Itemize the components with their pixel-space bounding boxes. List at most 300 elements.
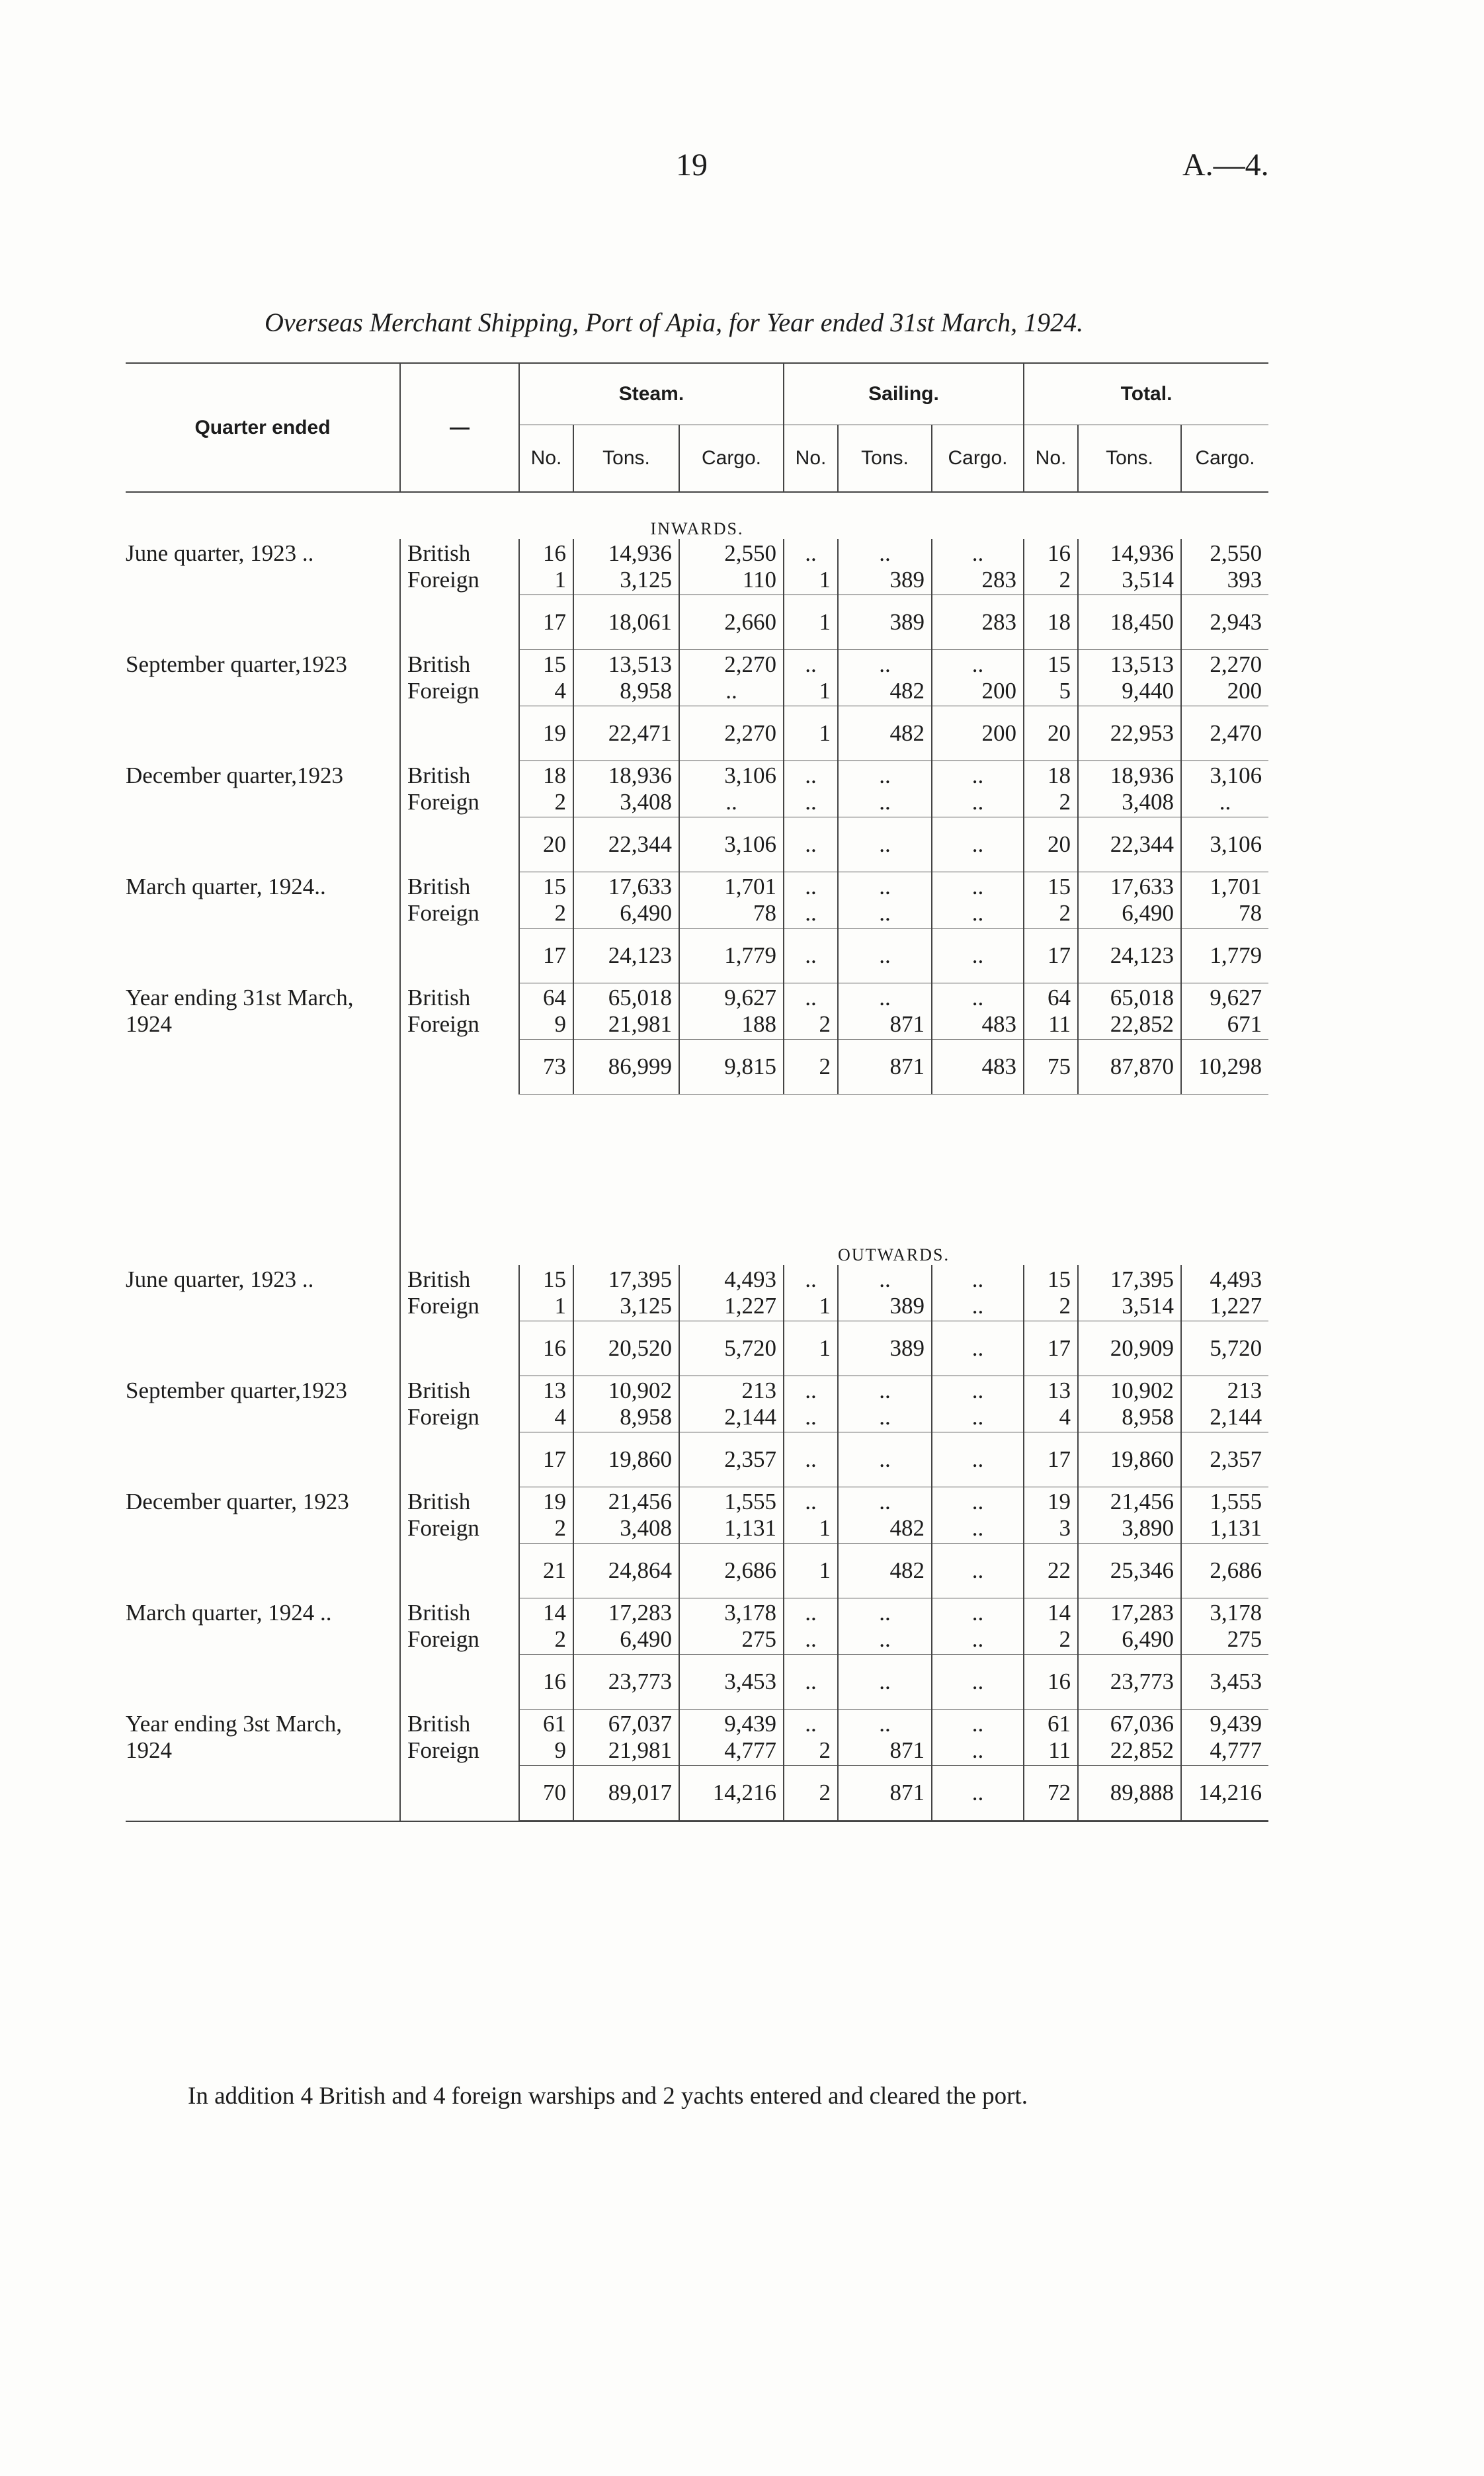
sailing-no-cell: 2 <box>784 1737 838 1766</box>
sailing-tons-total: .. <box>838 1432 932 1487</box>
blank-cell <box>400 595 519 650</box>
sailing-no-cell: 1 <box>784 678 838 706</box>
sailing-cargo-cell: .. <box>932 1293 1024 1321</box>
table-row <box>126 1487 1268 1515</box>
steam-tons-cell: 21,981 <box>573 1011 679 1040</box>
quarter-label: December quarter, 1923 <box>126 1489 349 1514</box>
total-cargo-cell: 275 <box>1181 1626 1268 1655</box>
section-gap <box>126 1094 1268 1219</box>
sailing-tons-total: .. <box>838 1655 932 1710</box>
sailing-tons-cell: 871 <box>838 1737 932 1766</box>
steam-cargo-cell: 4,493 <box>679 1265 784 1293</box>
steam-tons-total: 24,123 <box>573 928 679 983</box>
flag-label: Foreign <box>400 1293 519 1321</box>
steam-cargo-cell: 3,178 <box>679 1598 784 1626</box>
sailing-no-cell: .. <box>784 1710 838 1737</box>
quarter-label: September quarter,1923 <box>126 651 347 677</box>
steam-cargo-cell: 110 <box>679 567 784 595</box>
steam-tons-total: 22,471 <box>573 706 679 761</box>
blank-cell <box>400 1040 519 1094</box>
total-tons-cell: 67,036 <box>1078 1710 1181 1737</box>
total-no-cell: 2 <box>1024 1626 1078 1655</box>
total-tons-total: 89,888 <box>1078 1766 1181 1821</box>
steam-tons-cell: 8,958 <box>573 1404 679 1432</box>
steam-no-cell: 61 <box>519 1710 573 1737</box>
total-no-cell: 2 <box>1024 789 1078 817</box>
steam-cargo-cell: 4,777 <box>679 1737 784 1766</box>
total-tons-cell: 17,283 <box>1078 1598 1181 1626</box>
total-cargo-cell: 3,106 <box>1181 761 1268 789</box>
steam-cargo-total: 3,453 <box>679 1655 784 1710</box>
subtotal-row <box>126 928 1268 983</box>
flag-label: Foreign <box>400 1011 519 1040</box>
table-row <box>126 761 1268 789</box>
sailing-no-header: No. <box>784 425 838 493</box>
steam-no-cell: 1 <box>519 1293 573 1321</box>
steam-no-cell: 2 <box>519 789 573 817</box>
total-tons-cell: 9,440 <box>1078 678 1181 706</box>
outwards-label: OUTWARDS. <box>838 1245 950 1264</box>
total-tons-header: Tons. <box>1078 425 1181 493</box>
steam-no-cell: 9 <box>519 1737 573 1766</box>
sailing-no-cell: .. <box>784 761 838 789</box>
sailing-cargo-total: .. <box>932 1766 1024 1821</box>
blank-cell <box>400 817 519 872</box>
sailing-tons-cell: 871 <box>838 1011 932 1040</box>
steam-no-total: 73 <box>519 1040 573 1094</box>
steam-cargo-cell: 1,227 <box>679 1293 784 1321</box>
steam-tons-total: 86,999 <box>573 1040 679 1094</box>
total-no-cell: 18 <box>1024 761 1078 789</box>
sailing-tons-cell: .. <box>838 1710 932 1737</box>
quarter-label: March quarter, 1924.. <box>126 874 326 899</box>
steam-tons-total: 24,864 <box>573 1544 679 1598</box>
flag-label: British <box>400 1265 519 1293</box>
total-no-total: 72 <box>1024 1766 1078 1821</box>
total-cargo-cell: 393 <box>1181 567 1268 595</box>
total-no-cell: 13 <box>1024 1376 1078 1404</box>
quarter-label: December quarter,1923 <box>126 763 343 788</box>
steam-no-cell: 64 <box>519 983 573 1011</box>
total-tons-cell: 17,633 <box>1078 872 1181 900</box>
sailing-cargo-cell: .. <box>932 539 1024 567</box>
sailing-tons-total: 389 <box>838 1321 932 1376</box>
flag-label: Foreign <box>400 900 519 928</box>
quarter-label: Year ending 31st March, <box>126 985 354 1011</box>
sailing-cargo-cell: .. <box>932 789 1024 817</box>
quarter-label <box>126 1626 400 1655</box>
total-no-cell: 2 <box>1024 900 1078 928</box>
sailing-cargo-total: .. <box>932 817 1024 872</box>
blank-cell <box>126 1321 400 1376</box>
total-no-cell: 15 <box>1024 872 1078 900</box>
sailing-no-cell: .. <box>784 539 838 567</box>
steam-tons-cell: 65,018 <box>573 983 679 1011</box>
subtotal-row <box>126 1766 1268 1821</box>
steam-no-cell: 13 <box>519 1376 573 1404</box>
sailing-cargo-cell: .. <box>932 761 1024 789</box>
steam-cargo-cell: 3,106 <box>679 761 784 789</box>
steam-tons-cell: 8,958 <box>573 678 679 706</box>
sailing-tons-cell: 482 <box>838 678 932 706</box>
table-row <box>126 678 1268 706</box>
flag-label: British <box>400 761 519 789</box>
steam-cargo-cell: 2,144 <box>679 1404 784 1432</box>
total-no-total: 17 <box>1024 1321 1078 1376</box>
total-cargo-cell: 1,227 <box>1181 1293 1268 1321</box>
sailing-tons-cell: 482 <box>838 1515 932 1544</box>
steam-tons-cell: 14,936 <box>573 539 679 567</box>
total-cargo-total: 2,357 <box>1181 1432 1268 1487</box>
sailing-cargo-cell: 483 <box>932 1011 1024 1040</box>
subtotal-row <box>126 1544 1268 1598</box>
total-no-total: 22 <box>1024 1544 1078 1598</box>
flag-label: British <box>400 1376 519 1404</box>
subtotal-row <box>126 595 1268 650</box>
steam-cargo-cell: 2,270 <box>679 650 784 678</box>
sailing-tons-total: 389 <box>838 595 932 650</box>
total-cargo-total: 2,686 <box>1181 1544 1268 1598</box>
sailing-no-total: 1 <box>784 595 838 650</box>
total-cargo-cell: 3,178 <box>1181 1598 1268 1626</box>
quarter-label <box>126 900 400 928</box>
sailing-tons-cell: .. <box>838 789 932 817</box>
sailing-cargo-cell: .. <box>932 650 1024 678</box>
sailing-no-cell: .. <box>784 1598 838 1626</box>
sailing-tons-cell: .. <box>838 1376 932 1404</box>
steam-no-total: 19 <box>519 706 573 761</box>
footnote: In addition 4 British and 4 foreign warships and 2 yachts entered and cleared the port. <box>188 2083 1028 2110</box>
sailing-tons-cell: .. <box>838 1487 932 1515</box>
steam-tons-total: 19,860 <box>573 1432 679 1487</box>
sailing-no-total: 1 <box>784 1544 838 1598</box>
total-tons-cell: 3,408 <box>1078 789 1181 817</box>
sailing-no-total: 2 <box>784 1040 838 1094</box>
steam-no-cell: 1 <box>519 567 573 595</box>
sailing-cargo-cell: .. <box>932 983 1024 1011</box>
sailing-tons-cell: .. <box>838 1598 932 1626</box>
steam-header: Steam. <box>519 364 784 425</box>
total-no-total: 20 <box>1024 706 1078 761</box>
sailing-cargo-total: .. <box>932 1321 1024 1376</box>
total-tons-cell: 22,852 <box>1078 1011 1181 1040</box>
total-no-total: 18 <box>1024 595 1078 650</box>
sailing-tons-total: 482 <box>838 706 932 761</box>
sailing-tons-cell: .. <box>838 650 932 678</box>
blank-cell <box>400 1321 519 1376</box>
steam-cargo-cell: 2,550 <box>679 539 784 567</box>
total-tons-cell: 65,018 <box>1078 983 1181 1011</box>
steam-no-total: 70 <box>519 1766 573 1821</box>
sailing-no-total: 2 <box>784 1766 838 1821</box>
total-no-total: 17 <box>1024 1432 1078 1487</box>
table-row <box>126 900 1268 928</box>
sailing-tons-cell: .. <box>838 900 932 928</box>
table-row <box>126 1737 1268 1766</box>
steam-cargo-cell: .. <box>679 789 784 817</box>
steam-tons-total: 89,017 <box>573 1766 679 1821</box>
total-no-total: 16 <box>1024 1655 1078 1710</box>
total-tons-total: 18,450 <box>1078 595 1181 650</box>
sailing-no-cell: .. <box>784 650 838 678</box>
blank-cell <box>400 1655 519 1710</box>
sailing-no-cell: 1 <box>784 567 838 595</box>
steam-cargo-total: 2,660 <box>679 595 784 650</box>
total-cargo-total: 5,720 <box>1181 1321 1268 1376</box>
steam-no-cell: 2 <box>519 900 573 928</box>
steam-no-total: 16 <box>519 1655 573 1710</box>
sailing-tons-total: .. <box>838 817 932 872</box>
total-tons-cell: 3,514 <box>1078 1293 1181 1321</box>
total-tons-total: 87,870 <box>1078 1040 1181 1094</box>
total-no-total: 20 <box>1024 817 1078 872</box>
steam-tons-cell: 13,513 <box>573 650 679 678</box>
sailing-no-total: .. <box>784 1432 838 1487</box>
steam-cargo-cell: 1,701 <box>679 872 784 900</box>
sailing-tons-cell: .. <box>838 539 932 567</box>
blank-cell <box>400 928 519 983</box>
subtotal-row <box>126 1040 1268 1094</box>
total-cargo-cell: 200 <box>1181 678 1268 706</box>
steam-tons-total: 20,520 <box>573 1321 679 1376</box>
subtotal-row <box>126 817 1268 872</box>
total-header: Total. <box>1024 364 1268 425</box>
total-tons-cell: 10,902 <box>1078 1376 1181 1404</box>
steam-tons-cell: 3,125 <box>573 567 679 595</box>
flag-label: Foreign <box>400 678 519 706</box>
sailing-cargo-cell: .. <box>932 1515 1024 1544</box>
flag-label: Foreign <box>400 1737 519 1766</box>
sailing-cargo-cell: .. <box>932 1737 1024 1766</box>
table-row <box>126 1376 1268 1404</box>
steam-tons-cell: 18,936 <box>573 761 679 789</box>
total-cargo-total: 2,943 <box>1181 595 1268 650</box>
total-no-total: 75 <box>1024 1040 1078 1094</box>
steam-cargo-cell: 213 <box>679 1376 784 1404</box>
total-no-cell: 3 <box>1024 1515 1078 1544</box>
table-row <box>126 789 1268 817</box>
total-no-cell: 11 <box>1024 1011 1078 1040</box>
sailing-cargo-total: 483 <box>932 1040 1024 1094</box>
table-row <box>126 1404 1268 1432</box>
total-tons-total: 22,344 <box>1078 817 1181 872</box>
sailing-tons-cell: .. <box>838 1626 932 1655</box>
total-no-cell: 61 <box>1024 1710 1078 1737</box>
total-tons-cell: 6,490 <box>1078 900 1181 928</box>
total-cargo-cell: .. <box>1181 789 1268 817</box>
quarter-label: 1924 <box>126 1737 172 1763</box>
outwards-section <box>126 1219 1268 1821</box>
blank-cell <box>400 1766 519 1821</box>
blank-cell <box>126 595 400 650</box>
table-row <box>126 1598 1268 1626</box>
total-tons-cell: 8,958 <box>1078 1404 1181 1432</box>
sailing-tons-cell: .. <box>838 1404 932 1432</box>
sailing-tons-cell: 389 <box>838 567 932 595</box>
total-tons-cell: 14,936 <box>1078 539 1181 567</box>
steam-no-cell: 2 <box>519 1626 573 1655</box>
steam-cargo-cell: 188 <box>679 1011 784 1040</box>
table-row <box>126 1710 1268 1737</box>
steam-tons-cell: 67,037 <box>573 1710 679 1737</box>
quarter-label: June quarter, 1923 .. <box>126 1266 314 1292</box>
sailing-cargo-cell: .. <box>932 872 1024 900</box>
total-cargo-cell: 9,627 <box>1181 983 1268 1011</box>
quarter-label <box>126 789 400 817</box>
sailing-cargo-cell: .. <box>932 1626 1024 1655</box>
quarter-label: Year ending 3st March, <box>126 1711 342 1737</box>
total-tons-total: 23,773 <box>1078 1655 1181 1710</box>
flag-label: Foreign <box>400 1404 519 1432</box>
sailing-no-cell: .. <box>784 1265 838 1293</box>
table-row <box>126 872 1268 900</box>
sailing-cargo-total: 283 <box>932 595 1024 650</box>
total-no-cell: 16 <box>1024 539 1078 567</box>
steam-tons-total: 23,773 <box>573 1655 679 1710</box>
flag-label: British <box>400 872 519 900</box>
steam-cargo-cell: .. <box>679 678 784 706</box>
total-cargo-total: 1,779 <box>1181 928 1268 983</box>
subtotal-row <box>126 1321 1268 1376</box>
flag-label: Foreign <box>400 1515 519 1544</box>
sailing-cargo-total: .. <box>932 1544 1024 1598</box>
total-cargo-cell: 2,270 <box>1181 650 1268 678</box>
table-row <box>126 1515 1268 1544</box>
quarter-label: June quarter, 1923 .. <box>126 540 314 566</box>
total-tons-cell: 18,936 <box>1078 761 1181 789</box>
steam-cargo-total: 1,779 <box>679 928 784 983</box>
flag-label: British <box>400 1710 519 1737</box>
total-no-cell: 64 <box>1024 983 1078 1011</box>
table-row <box>126 539 1268 567</box>
total-no-cell: 4 <box>1024 1404 1078 1432</box>
blank-cell <box>126 928 400 983</box>
sailing-tons-cell: .. <box>838 761 932 789</box>
total-no-cell: 15 <box>1024 650 1078 678</box>
total-no-cell: 2 <box>1024 1293 1078 1321</box>
steam-cargo-cell: 1,131 <box>679 1515 784 1544</box>
steam-cargo-cell: 9,627 <box>679 983 784 1011</box>
steam-no-cell: 9 <box>519 1011 573 1040</box>
flag-label: British <box>400 539 519 567</box>
steam-cargo-cell: 1,555 <box>679 1487 784 1515</box>
sailing-no-cell: .. <box>784 1487 838 1515</box>
steam-tons-cell: 21,456 <box>573 1487 679 1515</box>
sailing-tons-total: 871 <box>838 1040 932 1094</box>
total-cargo-total: 2,470 <box>1181 706 1268 761</box>
sailing-cargo-cell: 200 <box>932 678 1024 706</box>
sailing-tons-cell: .. <box>838 872 932 900</box>
sailing-tons-header: Tons. <box>838 425 932 493</box>
steam-tons-total: 18,061 <box>573 595 679 650</box>
total-tons-cell: 22,852 <box>1078 1737 1181 1766</box>
blank-cell <box>400 1544 519 1598</box>
total-cargo-cell: 9,439 <box>1181 1710 1268 1737</box>
total-cargo-cell: 4,777 <box>1181 1737 1268 1766</box>
total-tons-total: 24,123 <box>1078 928 1181 983</box>
flag-label: British <box>400 1598 519 1626</box>
table-row <box>126 1011 1268 1040</box>
flag-label: British <box>400 983 519 1011</box>
steam-no-header: No. <box>519 425 573 493</box>
total-cargo-cell: 1,555 <box>1181 1487 1268 1515</box>
total-no-cell: 5 <box>1024 678 1078 706</box>
total-tons-cell: 21,456 <box>1078 1487 1181 1515</box>
table-row <box>126 567 1268 595</box>
total-cargo-total: 3,106 <box>1181 817 1268 872</box>
blank-cell <box>126 1040 400 1094</box>
total-no-cell: 2 <box>1024 567 1078 595</box>
quarter-label <box>126 1293 400 1321</box>
total-no-cell: 15 <box>1024 1265 1078 1293</box>
sailing-cargo-cell: .. <box>932 900 1024 928</box>
total-cargo-cell: 213 <box>1181 1376 1268 1404</box>
sailing-cargo-total: 200 <box>932 706 1024 761</box>
quarter-label <box>126 678 400 706</box>
sailing-no-cell: 1 <box>784 1293 838 1321</box>
total-tons-total: 19,860 <box>1078 1432 1181 1487</box>
steam-no-cell: 2 <box>519 1515 573 1544</box>
sailing-no-cell: .. <box>784 983 838 1011</box>
sailing-cargo-cell: .. <box>932 1404 1024 1432</box>
steam-cargo-total: 2,357 <box>679 1432 784 1487</box>
total-no-cell: 14 <box>1024 1598 1078 1626</box>
steam-no-total: 17 <box>519 595 573 650</box>
steam-no-cell: 19 <box>519 1487 573 1515</box>
table-row <box>126 1265 1268 1293</box>
blank-cell <box>400 706 519 761</box>
total-tons-cell: 6,490 <box>1078 1626 1181 1655</box>
sailing-tons-total: 482 <box>838 1544 932 1598</box>
steam-no-total: 21 <box>519 1544 573 1598</box>
total-no-cell: 11 <box>1024 1737 1078 1766</box>
sailing-no-total: 1 <box>784 706 838 761</box>
steam-tons-cell: 21,981 <box>573 1737 679 1766</box>
total-cargo-total: 3,453 <box>1181 1655 1268 1710</box>
table-row <box>126 1626 1268 1655</box>
sailing-no-cell: .. <box>784 900 838 928</box>
steam-cargo-header: Cargo. <box>679 425 784 493</box>
sailing-cargo-cell: .. <box>932 1376 1024 1404</box>
steam-no-cell: 4 <box>519 1404 573 1432</box>
table-row <box>126 1293 1268 1321</box>
dash-header: — <box>400 364 519 492</box>
sailing-no-cell: 1 <box>784 1515 838 1544</box>
sailing-cargo-cell: .. <box>932 1265 1024 1293</box>
steam-no-total: 17 <box>519 1432 573 1487</box>
page-number: 19 <box>676 147 708 183</box>
total-no-total: 17 <box>1024 928 1078 983</box>
total-cargo-header: Cargo. <box>1181 425 1268 493</box>
blank-cell <box>126 1766 400 1821</box>
sailing-no-total: .. <box>784 928 838 983</box>
sailing-tons-cell: 389 <box>838 1293 932 1321</box>
total-tons-cell: 13,513 <box>1078 650 1181 678</box>
subtotal-row <box>126 706 1268 761</box>
sailing-no-total: 1 <box>784 1321 838 1376</box>
blank-cell <box>400 1432 519 1487</box>
steam-cargo-total: 2,686 <box>679 1544 784 1598</box>
total-tons-cell: 3,514 <box>1078 567 1181 595</box>
sailing-no-cell: .. <box>784 1404 838 1432</box>
steam-no-cell: 15 <box>519 650 573 678</box>
inwards-label: INWARDS. <box>650 519 744 538</box>
steam-cargo-cell: 9,439 <box>679 1710 784 1737</box>
total-cargo-cell: 671 <box>1181 1011 1268 1040</box>
total-cargo-cell: 78 <box>1181 900 1268 928</box>
subtotal-row <box>126 1432 1268 1487</box>
sailing-cargo-total: .. <box>932 928 1024 983</box>
